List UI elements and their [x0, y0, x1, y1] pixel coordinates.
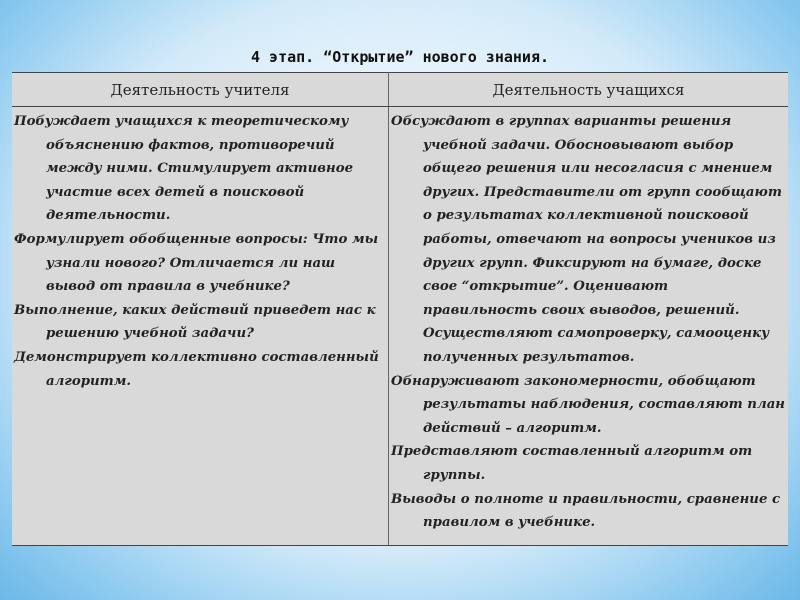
header-row [12, 73, 788, 107]
teacher-activity-cell [12, 107, 389, 546]
header-students: Деятельность учащихся [389, 73, 789, 107]
header-teacher: Деятельность учителя [12, 73, 389, 107]
activity-table [12, 72, 788, 546]
teacher-item: Демонстрирует коллективно составленный алгоритм. [14, 349, 379, 389]
teacher-item: Выполнение, каких действий приведет нас к решению учебной задачи? [14, 302, 376, 342]
teacher-item: Побуждает учащихся к теоретическому объяснению фактов, противоречий между ними. Стимулирует активное участие всех детей в поисковой деятельности. [14, 114, 354, 224]
students-activity-cell [389, 107, 789, 546]
teacher-item: Формулирует обобщенные вопросы: Что мы узнали нового? Отличается ли наш вывод от правила в учебнике? [14, 231, 379, 295]
student-item: Обсуждают в группах варианты решения учебной задачи. Обосновывают выбор общего решения или несогласия с мнением других. Представители от групп сообщают о результатах коллективной поисковой работы, отвечают на вопросы учеников из других групп. Фиксируют на бумаге, доске свое “открытие”. Оценивают правильность своих выводов, решений. Осуществляют самопроверку, самооценку полученных результатов. [391, 114, 782, 365]
content-row [12, 107, 788, 546]
student-item: Обнаруживают закономерности, обобщают результаты наблюдения, составляют план действий – алгоритм. [391, 373, 786, 436]
student-item: Выводы о полноте и правильности, сравнение с правилом в учебнике. [391, 491, 781, 531]
student-item: Представляют составленный алгоритм от группы. [391, 444, 753, 483]
slide-title: 4 этап. “Открытие” нового знания. [250, 48, 549, 66]
